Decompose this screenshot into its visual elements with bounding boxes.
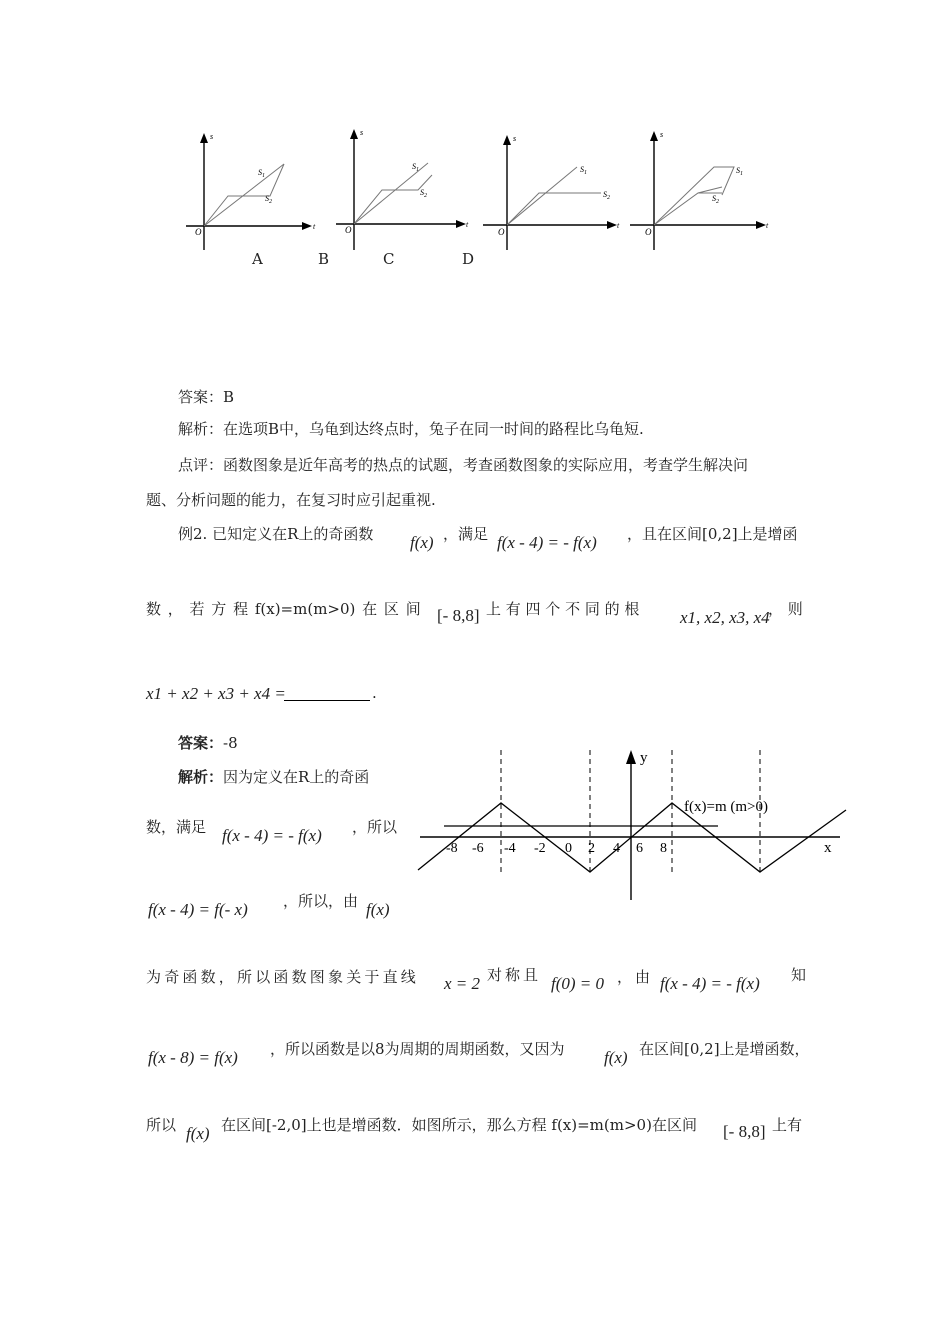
analysis-2-text-5a: ，所以函数是以8为周期的周期函数，又因为	[270, 1040, 565, 1058]
analysis-2-text-4a: 为奇函数，所以函数图象关于直线	[146, 968, 420, 986]
analysis-1-label: 解析：	[178, 420, 224, 438]
tick-label: -4	[504, 841, 516, 856]
svg-text:S1: $S_1$	[412, 162, 419, 173]
example-2-line2-prefix: 数 ， 若 方 程 f(x)=m(m>0) 在 区 间	[146, 600, 421, 618]
analysis-2-text-4b: 对称且	[487, 966, 542, 984]
analysis-2-text-6b: 在区间[-2,0]上也是增函数．如图所示，那么方程 f(x)=m(m>0)在区间	[221, 1116, 697, 1134]
analysis-2-expr-8: f(x)	[604, 1048, 628, 1067]
graph-c	[483, 134, 620, 250]
answer-2-label: 答案：	[178, 734, 224, 752]
analysis-1-text: 在选项B中，乌龟到达终点时，兔子在同一时间的路程比乌龟短.	[223, 420, 644, 438]
example-2-sum: x1 + x2 + x3 + x4 =	[146, 684, 286, 703]
example-2-comma: ，满足	[443, 525, 489, 543]
example-2-condition: f(x - 4) = - f(x)	[497, 533, 597, 552]
tick-label: -8	[446, 841, 458, 856]
svg-text:S2: $S_2$	[420, 188, 427, 199]
svg-text:t: t	[617, 221, 620, 230]
svg-text:O: O	[345, 225, 352, 235]
option-label-c: C	[383, 250, 395, 268]
options-figure	[180, 125, 780, 275]
y-axis-label: y	[640, 750, 648, 766]
svg-text:s: s	[660, 130, 664, 139]
analysis-2-line-1	[178, 766, 369, 787]
graph-a	[186, 132, 316, 250]
tick-label: -2	[534, 841, 546, 856]
analysis-2-text-1: 因为定义在R上的奇函	[223, 768, 370, 786]
analysis-2-expr-9: f(x)	[186, 1124, 210, 1143]
svg-text:s: s	[360, 128, 364, 137]
example-2-lead: 例2. 已知定义在R上的奇函数	[178, 525, 374, 543]
analysis-2-label: 解析：	[178, 768, 224, 786]
periodic-graph	[410, 740, 850, 910]
analysis-2-expr-4: x = 2	[444, 974, 481, 993]
comment-1-text-1: 函数图象是近年高考的热点的试题，考查函数图象的实际应用，考查学生解决问	[223, 456, 749, 474]
svg-text:S1: $S_1$	[580, 165, 587, 176]
analysis-2-text-6a: 所以	[146, 1116, 177, 1134]
option-label-a: A	[252, 250, 263, 268]
answer-1-value: B	[223, 388, 235, 406]
answer-blank[interactable]	[284, 686, 370, 705]
answer-1	[178, 386, 234, 407]
svg-text:s: s	[513, 134, 517, 143]
line-y-equals-m-label: f(x)=m (m>0)	[684, 799, 768, 815]
option-label-b: B	[318, 250, 330, 268]
svg-text:O: O	[645, 227, 652, 237]
svg-text:t: t	[313, 222, 316, 231]
option-label-d: D	[462, 250, 475, 268]
tick-label: 6	[636, 841, 643, 856]
svg-text:s: s	[210, 132, 214, 141]
analysis-2-expr-5: f(0) = 0	[551, 974, 605, 993]
svg-text:S2: $S_2$	[712, 194, 719, 205]
answer-1-label: 答案：	[178, 388, 224, 406]
tick-label: 4	[613, 841, 620, 856]
analysis-2-expr-10: [- 8,8]	[723, 1122, 766, 1141]
svg-text:O: O	[195, 227, 202, 237]
example-2-line2-end: ， 则	[768, 600, 803, 618]
svg-text:t: t	[766, 221, 769, 230]
analysis-2-expr-7: f(x - 8) = f(x)	[148, 1048, 238, 1067]
graph-b	[336, 128, 469, 250]
example-2-line2-suffix: 上 有 四 个 不 同 的 根	[486, 600, 640, 618]
analysis-2-text-2b: ，所以	[352, 818, 398, 836]
analysis-2-expr-6: f(x - 4) = - f(x)	[660, 974, 760, 993]
analysis-2-text-6c: 上有	[772, 1116, 803, 1134]
tick-label: 2	[588, 841, 595, 856]
graph-d	[630, 130, 769, 250]
example-2-period: .	[372, 684, 377, 702]
example-2-after-condition: ，且在区间[0,2]上是增函	[627, 525, 798, 543]
comment-1-line-1	[178, 454, 748, 475]
analysis-2-expr-1: f(x - 4) = - f(x)	[222, 826, 322, 845]
analysis-2-expr-3: f(x)	[366, 900, 390, 919]
analysis-2-text-3a: ，所以，由	[283, 892, 359, 910]
example-2-roots: x1, x2, x3, x4	[680, 608, 770, 627]
svg-text:S1: $S_1$	[736, 166, 743, 177]
comment-1-line-2: 题、分析问题的能力，在复习时应引起重视.	[146, 491, 436, 509]
analysis-2-text-4c: ，由	[617, 968, 654, 986]
answer-2-value: -8	[223, 734, 238, 752]
svg-text:S1: $S_1$	[258, 168, 265, 179]
x-axis-label: x	[824, 840, 832, 856]
example-2-interval: [- 8,8]	[437, 606, 480, 625]
analysis-2-text-5b: 在区间[0,2]上是增函数，	[639, 1040, 810, 1058]
answer-2	[178, 732, 238, 753]
svg-text:S2: $S_2$	[603, 190, 610, 201]
analysis-2-expr-2: f(x - 4) = f(- x)	[148, 900, 248, 919]
example-2-fx: f(x)	[410, 533, 434, 552]
y-axis-arrow	[626, 750, 636, 764]
svg-text:O: O	[498, 227, 505, 237]
analysis-1	[178, 418, 644, 439]
tick-label: -6	[472, 841, 484, 856]
comment-1-label: 点评：	[178, 456, 224, 474]
tick-label: 8	[660, 841, 667, 856]
tick-label: 0	[565, 841, 572, 856]
analysis-2-text-2a: 数，满足	[146, 818, 207, 836]
svg-text:t: t	[466, 220, 469, 229]
analysis-2-text-4d: 知	[791, 966, 807, 984]
svg-text:S2: $S_2$	[265, 194, 272, 205]
